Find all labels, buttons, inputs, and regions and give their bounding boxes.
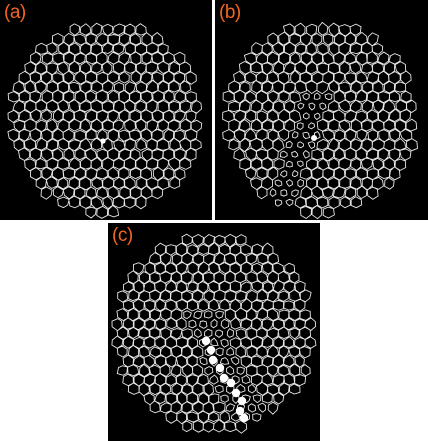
damage-cell-2: [209, 356, 217, 364]
panel-label-b: (b): [219, 2, 241, 23]
seed-particle: [100, 138, 105, 143]
damage-cell-5: [227, 379, 235, 387]
cell-network: [112, 234, 316, 433]
damage-cell-7: [238, 397, 246, 405]
cell-edges: [112, 234, 316, 433]
foam-image-b: [215, 0, 428, 220]
panel-c: [108, 223, 320, 441]
damage-cell-1: [207, 346, 215, 354]
damage-cell-3: [216, 364, 224, 372]
damage-cell-0: [202, 337, 210, 345]
foam-image-a: [0, 0, 212, 220]
damage-cell-4: [220, 374, 228, 382]
panel-label-a: (a): [4, 2, 26, 23]
foam-image-c: [108, 223, 320, 441]
cell-edges: [223, 22, 418, 218]
panel-b: [215, 0, 428, 220]
panel-label-c: (c): [112, 225, 133, 246]
cell-network: [8, 23, 202, 218]
damage-cell-6: [232, 389, 240, 397]
cell-network: [223, 22, 418, 218]
damage-cell-9: [240, 414, 248, 422]
panel-a: [0, 0, 212, 220]
cell-edges: [8, 23, 202, 218]
seed-particle: [311, 135, 317, 141]
